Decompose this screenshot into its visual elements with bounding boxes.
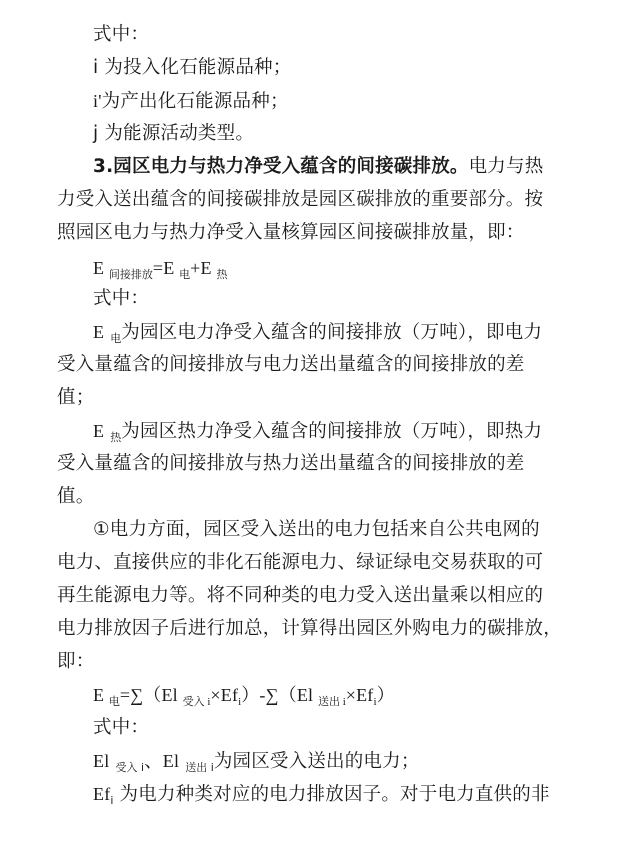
- text-line: 电力排放因子后进行加总，计算得出园区外购电力的碳排放，: [57, 618, 562, 639]
- text-line: 式中：: [93, 288, 150, 309]
- section-heading-line: 3.园区电力与热力净受入蕴含的间接碳排放。电力与热: [93, 156, 544, 177]
- text-line: $Ef_i$ 为电力种类对应的电力排放因子。对于电力直供的非: [93, 784, 550, 807]
- text-line: 电力、直接供应的非化石能源电力、绿证绿电交易获取的可: [57, 552, 544, 573]
- text-line: 值。: [57, 486, 95, 507]
- text-line: 即：: [57, 651, 95, 672]
- text-line: i 为投入化石能源品种；: [93, 57, 292, 78]
- text-line: 式中：: [93, 24, 150, 45]
- text-line: 力受入送出蕴含的间接碳排放是园区碳排放的重要部分。按: [57, 189, 544, 210]
- text-line: El $_{受入 i}$、El $_{送出 i}$为园区受入送出的电力；: [93, 751, 420, 774]
- text-line: E $_电$为园区电力净受入蕴含的间接排放（万吨），即电力: [93, 322, 543, 345]
- formula-indirect-emission: E $_{间接排放}$=E $_电$+E $_热$: [93, 258, 228, 281]
- text-line: 受入量蕴含的间接排放与电力送出量蕴含的间接排放的差: [57, 354, 525, 375]
- variable-i-prime: i': [93, 91, 102, 111]
- text-line: i'为产出化石能源品种；: [93, 91, 289, 112]
- text-line: 值；: [57, 387, 95, 408]
- text-line: 受入量蕴含的间接排放与热力送出量蕴含的间接排放的差: [57, 453, 525, 474]
- text-line: E $_热$为园区热力净受入蕴含的间接排放（万吨），即热力: [93, 421, 543, 444]
- text-line: 式中：: [93, 717, 150, 738]
- text-line: 照园区电力与热力净受入量核算园区间接碳排放量，即：: [57, 222, 525, 243]
- section-heading: 3.园区电力与热力净受入蕴含的间接碳排放。: [93, 156, 469, 177]
- text-line: j 为能源活动类型。: [93, 123, 255, 144]
- text-line: 再生能源电力等。将不同种类的电力受入送出量乘以相应的: [57, 585, 544, 606]
- formula-electricity-emission: E $_电$=∑（El $_{受入 i}\times Ef_i)-\sum(El$ $_{送出 i}\times Ef_i$）: [93, 685, 395, 708]
- text-line: ①电力方面，园区受入送出的电力包括来自公共电网的: [93, 519, 540, 540]
